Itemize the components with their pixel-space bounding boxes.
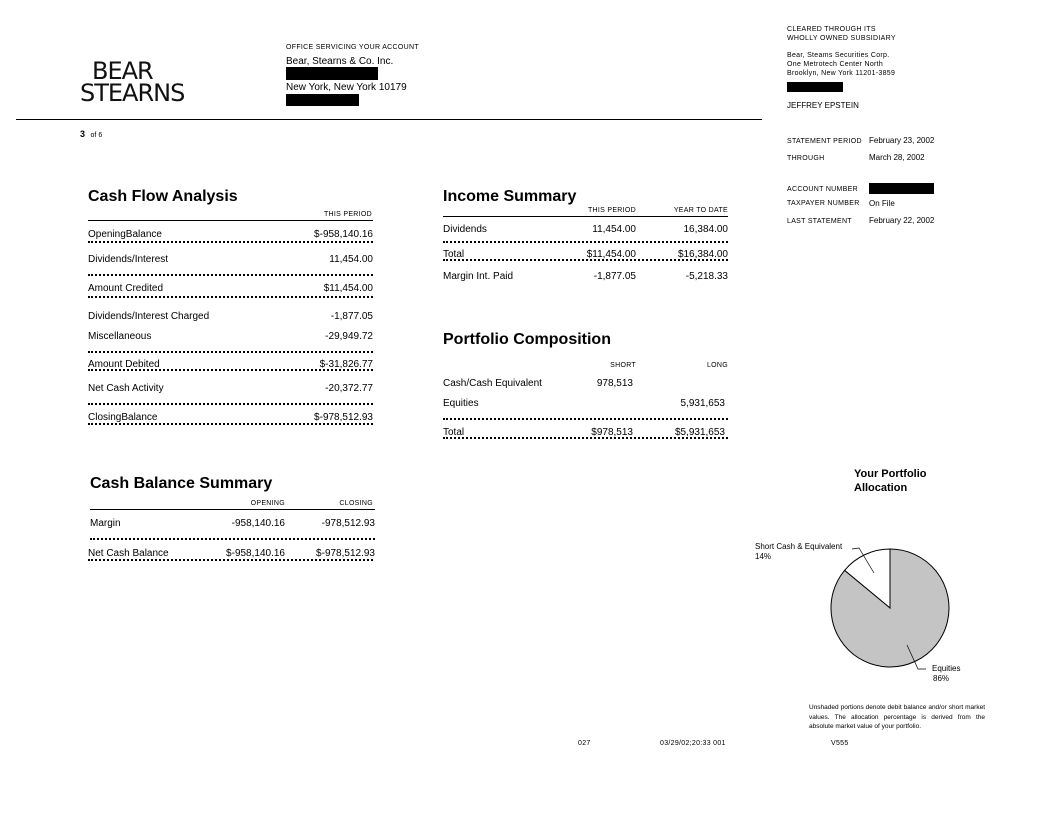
through-label: THROUGH — [787, 155, 825, 162]
last-statement-label: LAST STATEMENT — [787, 218, 852, 225]
portfolio-col-long: LONG — [706, 362, 728, 369]
divider — [443, 418, 728, 420]
pie-label-equities: Equities — [932, 664, 961, 673]
allocation-title — [854, 467, 927, 495]
logo-line-2: STEARNS — [80, 79, 185, 107]
footer-stamp: 03/29/02;20:33 001 — [660, 740, 726, 747]
income-v2-margin: -5,218.33 — [685, 271, 728, 282]
divider — [88, 423, 373, 425]
clearing-address-2: Brooklyn, New York 11201-3859 — [787, 70, 896, 77]
redacted-address — [286, 67, 378, 80]
account-number-label: ACCOUNT NUMBER — [787, 186, 858, 193]
office-city: New York, New York 10179 — [286, 82, 407, 93]
divider — [88, 559, 373, 561]
leader-line-short — [852, 548, 874, 573]
income-label-margin: Margin Int. Paid — [443, 271, 514, 282]
pie-pct-equities: 86% — [933, 674, 950, 683]
clearing-line-2: WHOLLY OWNED SUBSIDIARY — [787, 35, 896, 42]
through-value: March 28, 2002 — [869, 153, 925, 162]
clearing-address-1: One Metrotech Center North — [787, 61, 884, 68]
cb-v2-margin: -978,512.93 — [321, 518, 375, 529]
cash-flow-title: Cash Flow Analysis — [88, 188, 238, 205]
income-label-dividends: Dividends — [443, 224, 487, 235]
portfolio-col-short: SHORT — [610, 362, 636, 369]
cf-value-misc: -29,949.72 — [325, 331, 373, 342]
cf-value-dividends: 11,454.00 — [329, 254, 373, 265]
portfolio-label-cash: Cash/Cash Equivalent — [443, 378, 542, 389]
divider — [88, 241, 373, 243]
cash-balance-rule — [90, 509, 375, 510]
clearing-corp: Bear, Steams Securities Corp. — [787, 52, 890, 59]
cash-balance-title: Cash Balance Summary — [90, 475, 273, 492]
cb-v1-net: $-958,140.16 — [226, 548, 285, 559]
portfolio-title: Portfolio Composition — [443, 331, 611, 348]
statement-period-label: STATEMENT PERIOD — [787, 138, 862, 145]
bear-stearns-logo — [80, 57, 185, 107]
cb-v2-net: $-978,512.93 — [316, 548, 375, 559]
cf-value-net: -20,372.77 — [325, 383, 373, 394]
redacted-phone — [286, 94, 359, 106]
cf-value-opening: $-958,140.16 — [314, 229, 373, 240]
page-total: of 6 — [90, 132, 103, 139]
page-number — [80, 129, 102, 139]
redacted-clearing — [787, 82, 843, 92]
divider — [88, 274, 373, 276]
logo-line-1: BEAR — [92, 57, 153, 85]
income-v1-margin: -1,877.05 — [593, 271, 636, 282]
cf-value-charged: -1,877.05 — [330, 311, 373, 322]
cash-flow-rule — [88, 220, 373, 221]
redacted-account-number — [869, 183, 934, 194]
divider — [443, 259, 728, 261]
portfolio-v2-total: $5,931,653 — [674, 427, 725, 438]
portfolio-label-equities: Equities — [443, 398, 479, 409]
last-statement-value: February 22, 2002 — [869, 216, 935, 225]
divider — [90, 538, 375, 540]
portfolio-v1-total: $978,513 — [591, 427, 633, 438]
portfolio-v1-cash: 978,513 — [596, 378, 633, 389]
pie-leader-lines — [750, 540, 990, 680]
allocation-title-line-2: Allocation — [854, 482, 908, 494]
divider — [88, 403, 373, 405]
taxpayer-value: On File — [869, 199, 895, 208]
cf-label-opening: OpeningBalance — [88, 229, 162, 240]
header-rule — [16, 119, 762, 120]
divider — [88, 369, 373, 371]
cb-v1-margin: -958,140.16 — [231, 518, 285, 529]
cf-label-credited: Amount Credited — [88, 283, 164, 294]
statement-period-value: February 23, 2002 — [869, 136, 935, 145]
income-col-this-period: THIS PERIOD — [587, 207, 636, 214]
cash-balance-col-opening: OPENING — [250, 500, 285, 507]
office-name: Bear, Stearns & Co. Inc. — [286, 56, 394, 67]
cb-label-margin: Margin — [90, 518, 121, 529]
cf-label-closing: ClosingBalance — [88, 412, 158, 423]
income-summary-title: Income Summary — [443, 188, 577, 205]
income-v2-dividends: 16,384.00 — [683, 224, 728, 235]
divider — [88, 296, 373, 298]
income-v1-total: $11,454.00 — [586, 249, 636, 260]
divider — [443, 241, 728, 243]
allocation-title-line-1: Your Portfolio — [854, 468, 927, 480]
pie-label-short: Short Cash & Equivalent — [755, 542, 843, 551]
footer-code-1: 027 — [578, 740, 591, 747]
cf-label-debited: Amount Debited — [88, 359, 160, 370]
clearing-line-1: CLEARED THROUGH ITS — [787, 26, 876, 33]
cf-label-misc: Miscellaneous — [88, 331, 152, 342]
income-label-total: Total — [443, 249, 465, 260]
cb-label-net: Net Cash Balance — [88, 548, 169, 559]
cash-flow-col-header: THIS PERIOD — [323, 211, 372, 218]
allocation-note: Unshaded portions denote debit balance and/or short market values. The allocation percentage is derived from the absolute market value of your portfolio. — [809, 704, 985, 730]
income-col-ytd: YEAR TO DATE — [673, 207, 728, 214]
income-rule — [443, 216, 728, 217]
cf-value-closing: $-978,512.93 — [314, 412, 373, 423]
income-v2-total: $16,384.00 — [677, 249, 728, 260]
leader-line-equities — [907, 645, 926, 669]
cf-label-charged: Dividends/Interest Charged — [88, 311, 210, 322]
cf-value-debited: $-31,826.77 — [319, 359, 373, 370]
cf-label-net: Net Cash Activity — [88, 383, 164, 394]
taxpayer-label: TAXPAYER NUMBER — [787, 200, 860, 207]
divider — [88, 351, 373, 353]
cash-balance-col-closing: CLOSING — [339, 500, 373, 507]
income-v1-dividends: 11,454.00 — [592, 224, 636, 235]
cf-label-dividends: Dividends/Interest — [88, 254, 169, 265]
client-name: JEFFREY EPSTEIN — [787, 101, 859, 110]
office-label: OFFICE SERVICING YOUR ACCOUNT — [286, 44, 419, 51]
page-current: 3 — [80, 129, 86, 139]
divider — [443, 437, 728, 439]
portfolio-v2-equities: 5,931,653 — [680, 398, 725, 409]
pie-pct-short: 14% — [755, 552, 772, 561]
portfolio-label-total: Total — [443, 427, 465, 438]
cf-value-credited: $11,454.00 — [323, 283, 373, 294]
footer-code-2: V555 — [831, 740, 849, 747]
